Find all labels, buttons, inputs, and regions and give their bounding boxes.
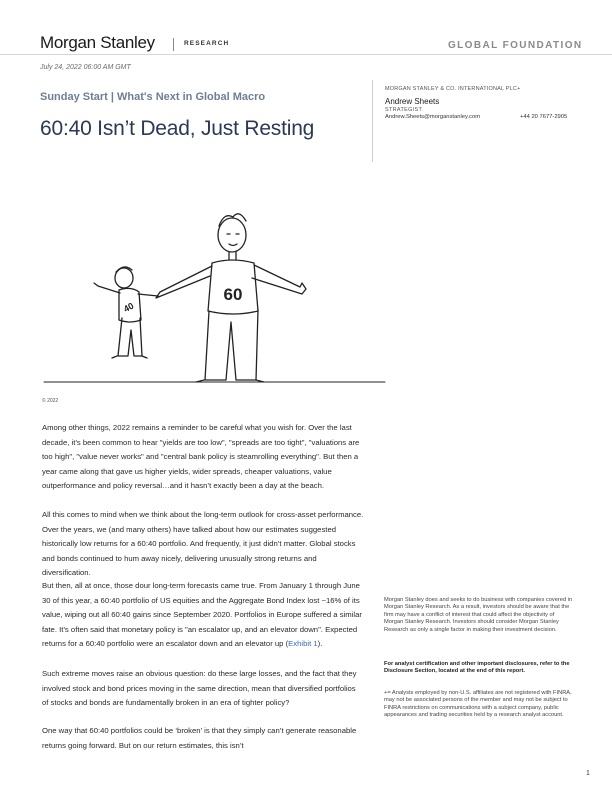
analyst-firm: MORGAN STANLEY & CO. INTERNATIONAL PLC+ [385,86,521,92]
entity-label: GLOBAL FOUNDATION [448,40,583,51]
analyst-email[interactable]: Andrew.Sheets@morganstanley.com [385,114,481,120]
report-subtitle: Sunday Start | What's Next in Global Macro [40,91,266,103]
disclosure-note: Morgan Stanley does and seeks to do business with companies covered in Morgan Stanley Research. As a result, investors should be aware that the firm may have a conflict of interest that could affect the objectivity of Morgan Stanley Research. Investors should consider Morgan Stanley Research as only a single factor in making their investment decision. [384,597,573,633]
illustration-caption: © 2022 [42,398,59,404]
section-label: RESEARCH [184,40,230,47]
morgan-stanley-logo: Morgan Stanley [40,33,155,52]
paragraph-3-end: ). [317,639,323,649]
certification-note: For analyst certification and other important disclosures, refer to the Disclosure Section, located at the end of this report. [384,661,570,675]
analyst-divider [372,80,373,162]
page-number: 1 [586,770,590,777]
finra-note: += Analysts employed by non-U.S. affiliates are not registered with FINRA, may not be associated persons of the member and may not be subject to FINRA restrictions on communications with a subject company, public appearances and trading securities held by a research analyst account. [384,690,572,719]
body-paragraph-1: Among other things, 2022 remains a reminder to be careful what you wish for. Over the last decade, it’s been common to hear "yields are too low", "spreads are too tight", "valuations are too high", "value never works" and "central bank policy is steamrolling everything". But then a year came along that gave us higher yields, wider spreads, cheaper valuations, value outperformance and policy reversal…and it hasn’t exactly been a day at the beach. [42,423,360,491]
adult-shirt-number: 60 [223,285,243,304]
body-paragraph-3 [42,579,364,652]
exhibit-1-link[interactable]: Exhibit 1 [288,639,318,649]
header-rule [0,54,612,55]
analyst-phone: +44 20 7677-2905 [520,114,568,120]
child-shirt-number: 40 [121,300,136,315]
paragraph-3-text: But then, all at once, those dour long-term forecasts came true. From January 1 through June 30 of this year, a 60:40 portfolio of US equities and the Aggregate Bond Index lost ~16% of its value, wiping out all 60:40 gains since September 2020. Portfolios in Europe suffered a similar fate. It’s often said that monetary policy is "an escalator up, and an elevator down". Expected returns for a 60:40 portfolio were an escalator down and an elevator up ( [42,581,362,649]
report-title: 60:40 Isn’t Dead, Just Resting [40,117,315,140]
header-divider [173,38,174,51]
analyst-name: Andrew Sheets [385,97,440,106]
cartoon-illustration [42,160,387,392]
body-paragraph-5: One way that 60:40 portfolios could be ‘broken’ is that they simply can’t generate reasonable returns going forward. But on our return estimates, this isn’t [42,726,357,750]
analyst-role: STRATEGIST [385,107,423,113]
publish-date: July 24, 2022 06:00 AM GMT [40,64,131,71]
body-paragraph-2: All this comes to mind when we think about the long-term outlook for cross-asset performance. Over the years, we (and many others) have talked about how our estimates suggested historically low returns for a 60:40 portfolio. And frequently, it just didn’t matter. Global stocks and bonds continued to hum away nicely, delivering unusually strong returns and diversification. [42,510,364,578]
body-paragraph-4: Such extreme moves raise an obvious question: do these large losses, and the fact that they involved stock and bond prices moving in the same direction, mean that diversified portfolios of stocks and bonds are fundamentally broken in an era of tighter policy? [42,669,357,708]
